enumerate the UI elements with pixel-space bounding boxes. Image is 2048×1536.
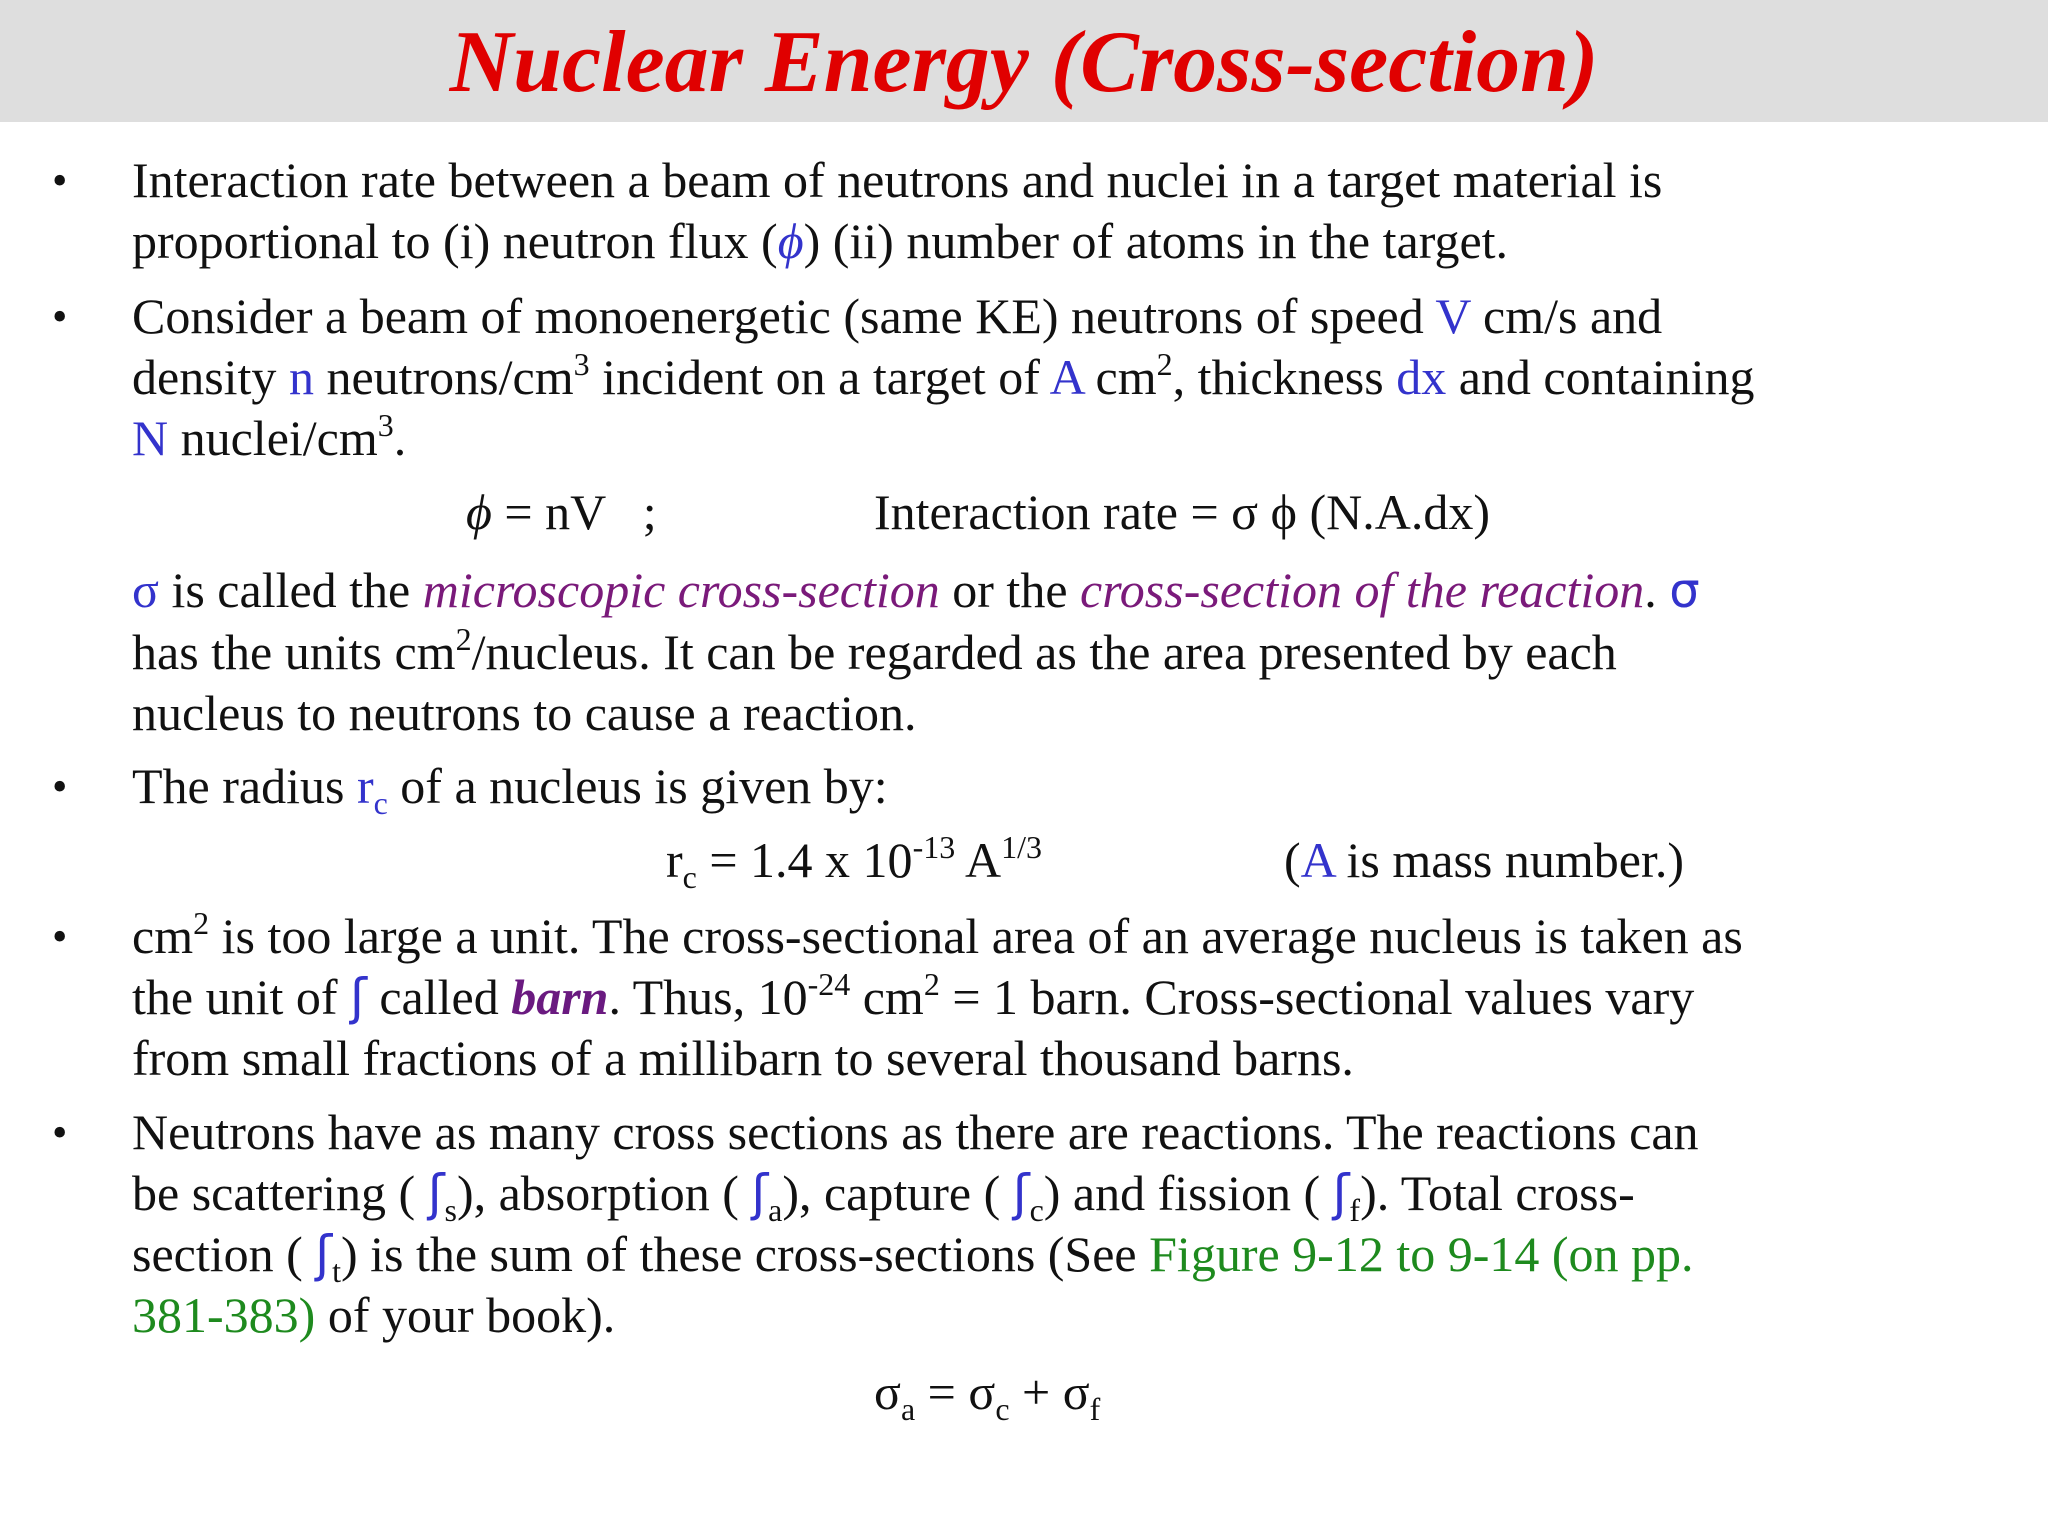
sigma-icon: ʃ <box>751 1164 769 1222</box>
text-span: neutrons/cm <box>313 349 574 405</box>
bullet5-line3 <box>132 1224 2012 1290</box>
superscript: -13 <box>912 828 956 865</box>
phi-symbol: ϕ <box>777 213 804 269</box>
radius-equation <box>666 828 1042 896</box>
text-span: A <box>955 832 1002 888</box>
text-span: = 1.4 x 10 <box>696 832 913 888</box>
text-span: nuclei/cm <box>168 410 378 466</box>
text-span: . <box>393 410 407 466</box>
text-span: ) (ii) number of atoms in the target. <box>803 213 1509 269</box>
text-span: r <box>666 832 683 888</box>
sigma-icon: ʃ <box>315 1225 333 1283</box>
var-a: A <box>1300 832 1335 888</box>
sigma-icon: ʃ <box>427 1164 445 1222</box>
sigma-icon: ʃ <box>1012 1164 1030 1222</box>
text-span: be scattering ( <box>132 1165 428 1221</box>
superscript: -24 <box>807 965 851 1002</box>
text-span: ). Total cross- <box>1360 1165 1635 1221</box>
subscript: c <box>682 859 697 896</box>
interaction-rate-equation: Interaction rate = σ ϕ (N.A.dx) <box>874 484 1490 540</box>
text-span: ) is the sum of these cross-sections (See <box>340 1226 1150 1282</box>
text-span: /nucleus. It can be regarded as the area presented by each <box>471 624 1617 680</box>
superscript: 1/3 <box>1001 828 1042 865</box>
var-v: V <box>1435 288 1471 344</box>
bullet2-line1 <box>132 286 2012 347</box>
text-span: ( <box>1284 832 1301 888</box>
text-span: ) and fission ( <box>1043 1165 1333 1221</box>
bullet-nucleus-radius <box>132 756 2012 822</box>
absorption-equation <box>874 1362 1101 1428</box>
cross-section-definition <box>132 560 2012 744</box>
bullet-marker: • <box>52 292 68 341</box>
figure-reference: Figure 9-12 to 9-14 (on pp. <box>1149 1226 1694 1282</box>
text-span: called <box>366 969 512 1025</box>
subscript: a <box>900 1391 916 1428</box>
bullet-marker: • <box>52 762 68 811</box>
text-span: and containing <box>1446 349 1755 405</box>
subscript: f <box>1349 1192 1361 1229</box>
bullet-barn-unit <box>132 906 2012 1089</box>
var-a: A <box>1049 349 1084 405</box>
subscript: t <box>332 1253 341 1290</box>
bullet-marker: • <box>52 912 68 961</box>
text-span: the unit of <box>132 969 351 1025</box>
var-dx: dx <box>1396 349 1447 405</box>
phi-symbol: ϕ <box>466 484 492 540</box>
sigma-symbol: σ <box>132 562 159 618</box>
bullet-beam-description <box>132 286 2012 469</box>
mass-number-note <box>1284 830 1684 891</box>
subscript: c <box>373 785 388 822</box>
subscript: s <box>444 1192 457 1229</box>
bullet4-line2 <box>132 967 2012 1028</box>
bullet5-line4 <box>132 1285 2012 1346</box>
text-span: of your book). <box>315 1287 616 1343</box>
text-span: is too large a unit. The cross-sectional area of an average nucleus is taken as <box>209 908 1743 964</box>
text-span: of a nucleus is given by: <box>387 758 888 814</box>
para-line2 <box>132 622 2012 683</box>
bullet1-line1: Interaction rate between a beam of neutrons and nuclei in a target material is <box>132 152 1663 208</box>
text-span: σ <box>874 1364 901 1420</box>
subscript: a <box>768 1192 783 1229</box>
text-span: section ( <box>132 1226 316 1282</box>
text-span: . <box>1644 562 1670 618</box>
text-span: ), absorption ( <box>456 1165 752 1221</box>
term-microscopic-cross-section: microscopic cross-section <box>422 562 940 618</box>
superscript: 2 <box>193 904 210 941</box>
term-barn: barn <box>511 969 609 1025</box>
text-span: , thickness <box>1172 349 1397 405</box>
sigma-icon: ʃ <box>350 968 367 1026</box>
bullet1-line2 <box>132 211 2012 272</box>
term-cross-section-reaction: cross-section of the reaction <box>1080 562 1645 618</box>
text-span: = nV ; <box>491 484 657 540</box>
var-r: r <box>356 758 374 814</box>
bullet-marker: • <box>52 156 68 205</box>
superscript: 2 <box>923 965 940 1002</box>
figure-reference-pages: 381-383) <box>132 1287 316 1343</box>
superscript: 2 <box>455 620 472 657</box>
text-span: density <box>132 349 289 405</box>
subscript: f <box>1089 1391 1101 1428</box>
text-span: = 1 barn. Cross-sectional values vary <box>939 969 1695 1025</box>
bullet5-line1: Neutrons have as many cross sections as there are reactions. The reactions can <box>132 1104 1699 1160</box>
superscript: 3 <box>573 345 590 382</box>
bullet-marker: • <box>52 1108 68 1157</box>
bullet3-line1 <box>132 756 2012 822</box>
text-span: cm/s and <box>1470 288 1663 344</box>
bullet-interaction-rate <box>132 150 2012 272</box>
subscript: c <box>1029 1192 1044 1229</box>
bullet5-line2 <box>132 1163 2012 1229</box>
text-span: = σ <box>915 1364 996 1420</box>
bullet4-line1 <box>132 906 2012 967</box>
bullet-reaction-types <box>132 1102 2012 1346</box>
bullet2-line3 <box>132 408 2012 469</box>
slide-content <box>0 140 2048 1536</box>
var-n: n <box>288 349 314 405</box>
para-line1 <box>132 560 2012 622</box>
para-line3: nucleus to neutrons to cause a reaction. <box>132 685 917 741</box>
superscript: 2 <box>1156 345 1173 382</box>
text-span: . Thus, 10 <box>608 969 808 1025</box>
text-span: proportional to (i) neutron flux ( <box>132 213 778 269</box>
flux-equation <box>466 482 657 543</box>
text-span: Consider a beam of monoenergetic (same KE) neutrons of speed <box>132 288 1436 344</box>
subscript: c <box>995 1391 1010 1428</box>
sigma-symbol: σ <box>1669 563 1700 619</box>
text-span: ), capture ( <box>782 1165 1013 1221</box>
text-span: cm <box>132 908 194 964</box>
text-span: or the <box>939 562 1081 618</box>
sigma-icon: ʃ <box>1332 1164 1350 1222</box>
text-span: is mass number.) <box>1334 832 1684 888</box>
text-span: cm <box>850 969 924 1025</box>
text-span: incident on a target of <box>589 349 1050 405</box>
bullet2-line2 <box>132 347 2012 408</box>
bullet4-line3: from small fractions of a millibarn to several thousand barns. <box>132 1030 1354 1086</box>
superscript: 3 <box>377 406 394 443</box>
text-span: cm <box>1083 349 1157 405</box>
slide-title: Nuclear Energy (Cross-section) <box>449 14 1599 111</box>
var-n-nuclei: N <box>132 410 169 466</box>
text-span: The radius <box>132 758 357 814</box>
text-span: has the units cm <box>132 624 456 680</box>
text-span: is called the <box>158 562 423 618</box>
text-span: + σ <box>1009 1364 1090 1420</box>
